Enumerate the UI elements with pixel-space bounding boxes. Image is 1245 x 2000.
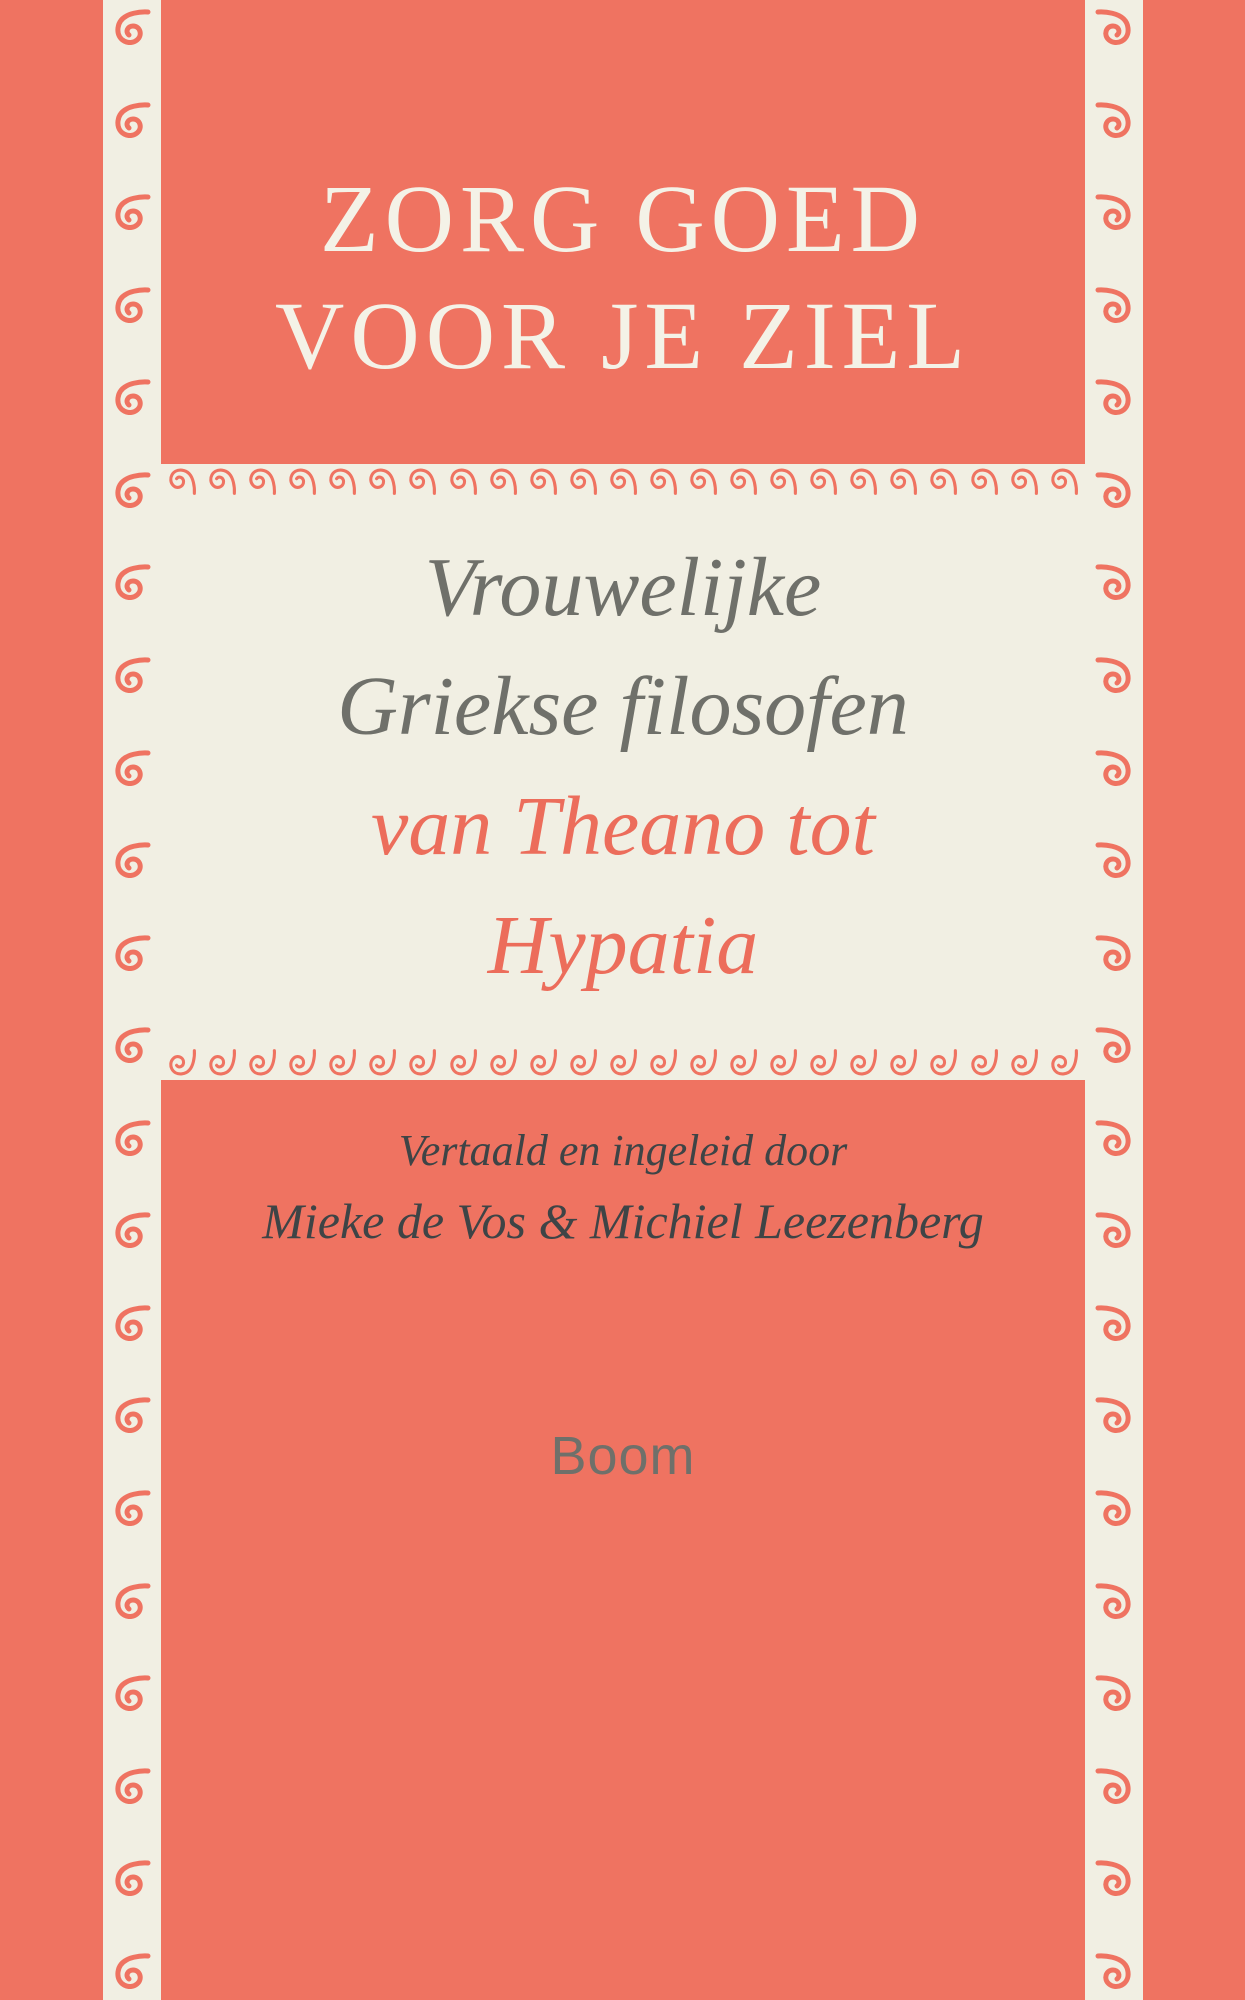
greek-spiral-ornament-icon: [245, 1046, 279, 1080]
greek-spiral-ornament-icon: [245, 464, 279, 498]
greek-spiral-ornament-icon: [325, 464, 359, 498]
page-title: [161, 160, 1085, 394]
greek-spiral-ornament-icon: [1092, 1857, 1136, 1901]
greek-spiral-ornament-icon: [1092, 1950, 1136, 1994]
greek-spiral-ornament-icon: [110, 6, 154, 50]
subtitle-line-2: Griekse filosofen: [337, 660, 909, 754]
greek-spiral-ornament-icon: [926, 464, 960, 498]
ornament-border-top: [161, 464, 1085, 498]
greek-spiral-ornament-icon: [205, 1046, 239, 1080]
greek-spiral-ornament-icon: [110, 1857, 154, 1901]
greek-spiral-ornament-icon: [1092, 839, 1136, 883]
greek-spiral-ornament-icon: [110, 1024, 154, 1068]
greek-spiral-ornament-icon: [110, 1580, 154, 1624]
greek-spiral-ornament-icon: [846, 464, 880, 498]
greek-spiral-ornament-icon: [1092, 1672, 1136, 1716]
greek-spiral-ornament-icon: [1092, 1209, 1136, 1253]
greek-spiral-ornament-icon: [967, 1046, 1001, 1080]
greek-spiral-ornament-icon: [285, 464, 319, 498]
greek-spiral-ornament-icon: [606, 1046, 640, 1080]
greek-spiral-ornament-icon: [686, 464, 720, 498]
greek-spiral-ornament-icon: [566, 464, 600, 498]
ornament-border-left: [103, 0, 161, 2000]
greek-spiral-ornament-icon: [110, 284, 154, 328]
ornament-border-bottom: [161, 1046, 1085, 1080]
greek-spiral-ornament-icon: [405, 464, 439, 498]
greek-spiral-ornament-icon: [526, 464, 560, 498]
greek-spiral-ornament-icon: [726, 464, 760, 498]
greek-spiral-ornament-icon: [1092, 1394, 1136, 1438]
greek-spiral-ornament-icon: [1092, 191, 1136, 235]
greek-spiral-ornament-icon: [646, 1046, 680, 1080]
greek-spiral-ornament-icon: [110, 1765, 154, 1809]
greek-spiral-ornament-icon: [110, 99, 154, 143]
ornament-border-right: [1085, 0, 1143, 2000]
greek-spiral-ornament-icon: [1092, 99, 1136, 143]
greek-spiral-ornament-icon: [1047, 1046, 1081, 1080]
greek-spiral-ornament-icon: [606, 464, 640, 498]
greek-spiral-ornament-icon: [110, 561, 154, 605]
greek-spiral-ornament-icon: [1092, 654, 1136, 698]
greek-spiral-ornament-icon: [1092, 376, 1136, 420]
greek-spiral-ornament-icon: [110, 191, 154, 235]
greek-spiral-ornament-icon: [967, 464, 1001, 498]
title-line-2: VOOR JE ZIEL: [275, 282, 971, 390]
credit-names: Mieke de Vos & Michiel Leezenberg: [262, 1193, 984, 1249]
greek-spiral-ornament-icon: [766, 1046, 800, 1080]
greek-spiral-ornament-icon: [110, 747, 154, 791]
greek-spiral-ornament-icon: [110, 654, 154, 698]
subtitle-line-1: Vrouwelijke: [424, 541, 822, 634]
greek-spiral-ornament-icon: [405, 1046, 439, 1080]
greek-spiral-ornament-icon: [1092, 1580, 1136, 1624]
greek-spiral-ornament-icon: [486, 1046, 520, 1080]
greek-spiral-ornament-icon: [1047, 464, 1081, 498]
greek-spiral-ornament-icon: [110, 376, 154, 420]
greek-spiral-ornament-icon: [285, 1046, 319, 1080]
greek-spiral-ornament-icon: [1092, 1302, 1136, 1346]
subtitle-line-3: van Theano tot: [371, 779, 875, 873]
subtitle: [181, 528, 1065, 1005]
greek-spiral-ornament-icon: [110, 1117, 154, 1161]
greek-spiral-ornament-icon: [1092, 932, 1136, 976]
greek-spiral-ornament-icon: [646, 464, 680, 498]
greek-spiral-ornament-icon: [110, 469, 154, 513]
greek-spiral-ornament-icon: [110, 1209, 154, 1253]
greek-spiral-ornament-icon: [165, 1046, 199, 1080]
greek-spiral-ornament-icon: [1007, 464, 1041, 498]
greek-spiral-ornament-icon: [1092, 1487, 1136, 1531]
greek-spiral-ornament-icon: [110, 839, 154, 883]
greek-spiral-ornament-icon: [486, 464, 520, 498]
credit-block: [161, 1118, 1085, 1259]
greek-spiral-ornament-icon: [686, 1046, 720, 1080]
greek-spiral-ornament-icon: [1007, 1046, 1041, 1080]
greek-spiral-ornament-icon: [165, 464, 199, 498]
greek-spiral-ornament-icon: [566, 1046, 600, 1080]
greek-spiral-ornament-icon: [446, 1046, 480, 1080]
greek-spiral-ornament-icon: [846, 1046, 880, 1080]
greek-spiral-ornament-icon: [886, 1046, 920, 1080]
greek-spiral-ornament-icon: [806, 1046, 840, 1080]
greek-spiral-ornament-icon: [1092, 1117, 1136, 1161]
subtitle-line-4: Hypatia: [487, 898, 759, 992]
greek-spiral-ornament-icon: [1092, 747, 1136, 791]
greek-spiral-ornament-icon: [110, 932, 154, 976]
greek-spiral-ornament-icon: [1092, 1765, 1136, 1809]
greek-spiral-ornament-icon: [1092, 469, 1136, 513]
greek-spiral-ornament-icon: [446, 464, 480, 498]
greek-spiral-ornament-icon: [1092, 561, 1136, 605]
greek-spiral-ornament-icon: [1092, 284, 1136, 328]
greek-spiral-ornament-icon: [110, 1302, 154, 1346]
greek-spiral-ornament-icon: [110, 1950, 154, 1994]
publisher-logo: Boom: [550, 1426, 696, 1486]
greek-spiral-ornament-icon: [325, 1046, 359, 1080]
greek-spiral-ornament-icon: [205, 464, 239, 498]
greek-spiral-ornament-icon: [526, 1046, 560, 1080]
greek-spiral-ornament-icon: [110, 1487, 154, 1531]
greek-spiral-ornament-icon: [365, 464, 399, 498]
greek-spiral-ornament-icon: [365, 1046, 399, 1080]
greek-spiral-ornament-icon: [110, 1672, 154, 1716]
greek-spiral-ornament-icon: [886, 464, 920, 498]
greek-spiral-ornament-icon: [1092, 1024, 1136, 1068]
greek-spiral-ornament-icon: [926, 1046, 960, 1080]
greek-spiral-ornament-icon: [1092, 6, 1136, 50]
greek-spiral-ornament-icon: [806, 464, 840, 498]
greek-spiral-ornament-icon: [726, 1046, 760, 1080]
credit-role: Vertaald en ingeleid door: [398, 1126, 848, 1175]
greek-spiral-ornament-icon: [110, 1394, 154, 1438]
title-line-1: ZORG GOED: [320, 165, 926, 272]
greek-spiral-ornament-icon: [766, 464, 800, 498]
